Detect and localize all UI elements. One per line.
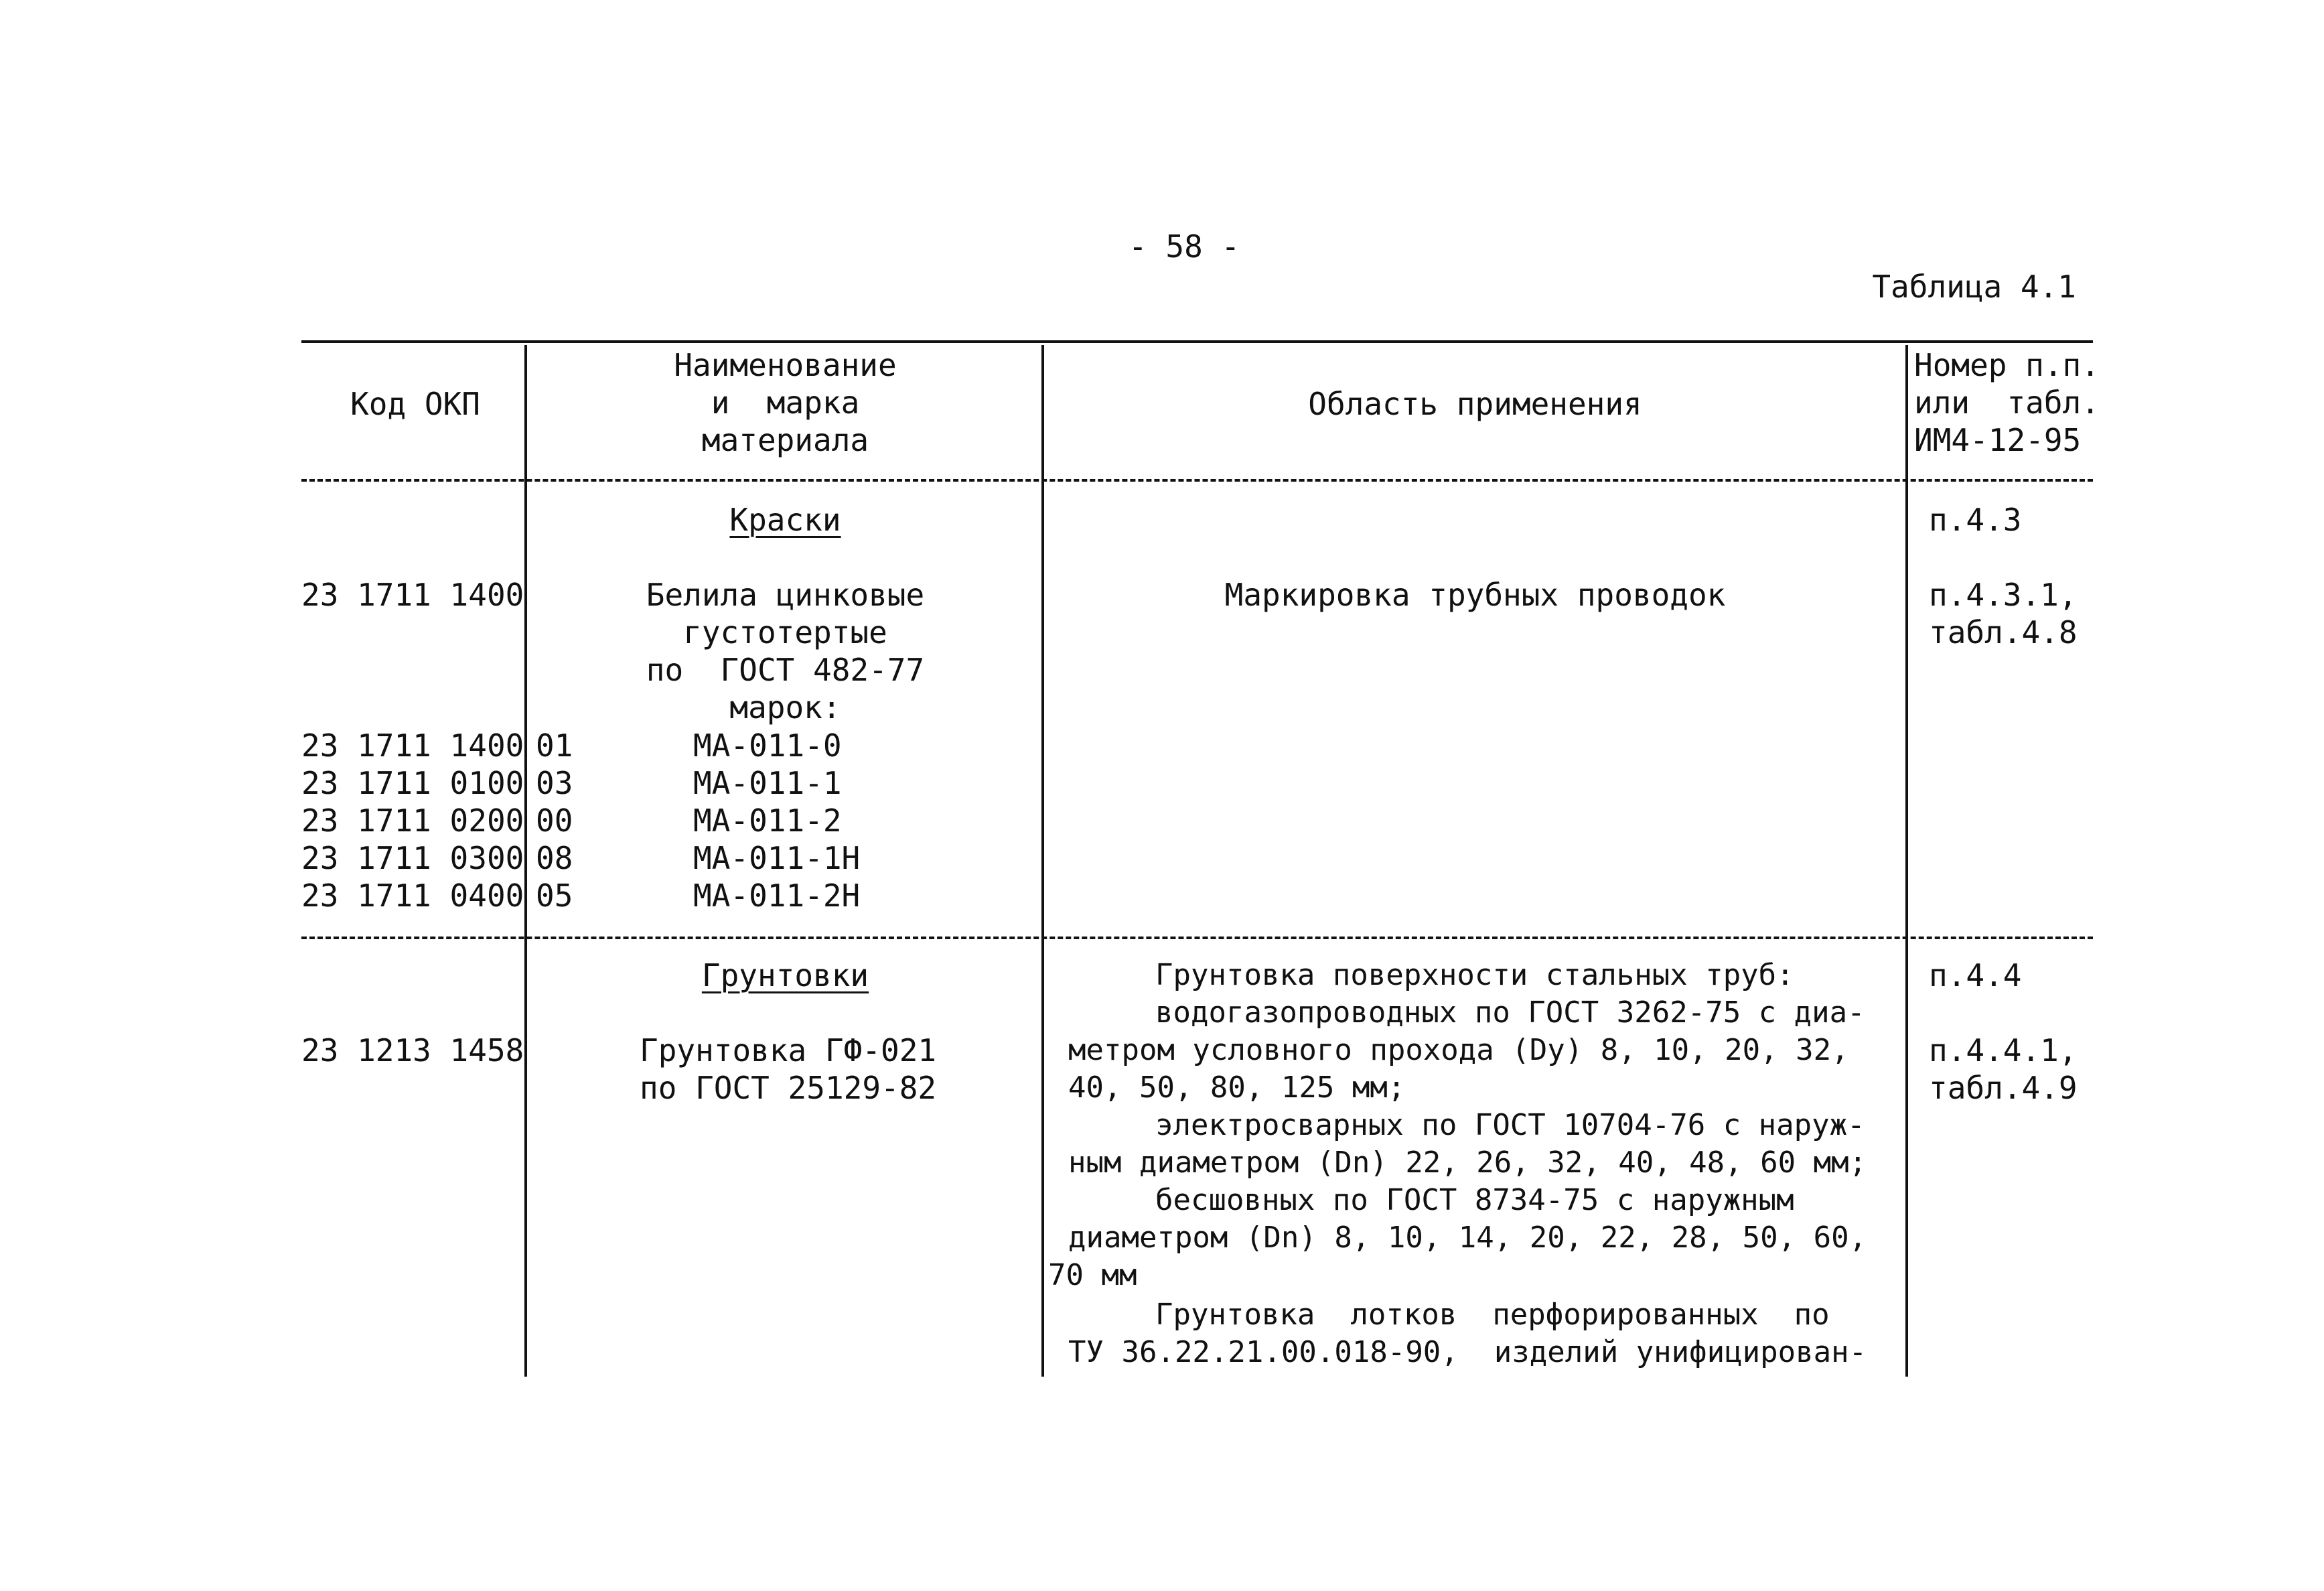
- section-divider: [301, 937, 2093, 939]
- application-line: Грунтовка лотков перфорированных по: [1155, 1298, 1830, 1332]
- header-ref-line2: или табл.: [1914, 385, 2100, 421]
- grade-mark: МА-011-1Н: [693, 840, 861, 876]
- code-primer: 23 1213 1458: [301, 1032, 524, 1068]
- page-number: - 58 -: [1129, 228, 1240, 265]
- grade-mark: МА-011-2Н: [693, 878, 861, 914]
- application-line: ным диаметром (Dn) 22, 26, 32, 40, 48, 60 мм;: [1068, 1146, 1867, 1180]
- header-divider: [301, 479, 2093, 482]
- section-title-paints: Краски: [729, 502, 841, 538]
- grade-mark: МА-011-1: [693, 765, 842, 801]
- grade-code: 23 1711 0300: [301, 840, 524, 876]
- grade-suffix: 03: [536, 765, 573, 801]
- material-name-line4: марок:: [729, 689, 841, 725]
- application-line: 40, 50, 80, 125 мм;: [1068, 1070, 1406, 1105]
- section-ref-primers: п.4.4: [1929, 957, 2022, 993]
- grade-code: 23 1711 1400: [301, 728, 524, 764]
- application-line: 70 мм: [1048, 1258, 1137, 1292]
- primer-name-line1: Грунтовка ГФ-021: [640, 1032, 937, 1068]
- application-line: водогазопроводных по ГОСТ 3262-75 с диа-: [1155, 995, 1865, 1030]
- grade-code: 23 1711 0200: [301, 803, 524, 839]
- grade-suffix: 05: [536, 878, 573, 914]
- table-top-rule: [301, 340, 2093, 343]
- ref-line1: п.4.3.1,: [1929, 577, 2078, 613]
- application-line: Грунтовка поверхности стальных труб:: [1155, 958, 1794, 992]
- material-name-line2: густотертые: [683, 614, 887, 650]
- grade-suffix: 00: [536, 803, 573, 839]
- header-application: Область применения: [1308, 386, 1642, 422]
- ref-line2: табл.4.8: [1929, 614, 2078, 650]
- application-line: бесшовных по ГОСТ 8734-75 с наружным: [1155, 1183, 1794, 1217]
- application-line: электросварных по ГОСТ 10704-76 с наруж-: [1155, 1108, 1865, 1142]
- grade-code: 23 1711 0400: [301, 878, 524, 914]
- grade-suffix: 08: [536, 840, 573, 876]
- material-name-line3: по ГОСТ 482-77: [646, 652, 925, 688]
- header-ref-line1: Номер п.п.: [1914, 347, 2100, 383]
- header-ref-line3: ИМ4-12-95: [1914, 422, 2082, 458]
- application-line: ТУ 36.22.21.00.018-90, изделий унифицирован-: [1068, 1335, 1867, 1369]
- header-name-line1: Наименование: [674, 347, 897, 383]
- primer-ref-line2: табл.4.9: [1929, 1070, 2078, 1106]
- section-title-primers: Грунтовки: [701, 957, 869, 993]
- header-name-line2: и марка: [711, 385, 860, 421]
- grade-mark: МА-011-2: [693, 803, 842, 839]
- application-line: метром условного прохода (Dy) 8, 10, 20, 32,: [1068, 1033, 1849, 1067]
- table-label: Таблица 4.1: [1872, 269, 2076, 305]
- grade-suffix: 01: [536, 728, 573, 764]
- header-name-line3: материала: [701, 422, 869, 458]
- application-marking: Маркировка трубных проводок: [1224, 577, 1726, 613]
- code-zinc-white: 23 1711 1400: [301, 577, 524, 613]
- col-divider-3: [1905, 345, 1908, 1377]
- header-code: Код ОКП: [350, 386, 480, 422]
- application-line: диаметром (Dn) 8, 10, 14, 20, 22, 28, 50, 60,: [1068, 1221, 1867, 1255]
- col-divider-2: [1041, 345, 1044, 1377]
- col-divider-1: [524, 345, 527, 1377]
- grade-mark: МА-011-0: [693, 728, 842, 764]
- section-ref-paints: п.4.3: [1929, 502, 2022, 538]
- primer-name-line2: по ГОСТ 25129-82: [640, 1070, 937, 1106]
- material-name-line1: Белила цинковые: [646, 577, 925, 613]
- grade-code: 23 1711 0100: [301, 765, 524, 801]
- primer-ref-line1: п.4.4.1,: [1929, 1032, 2078, 1068]
